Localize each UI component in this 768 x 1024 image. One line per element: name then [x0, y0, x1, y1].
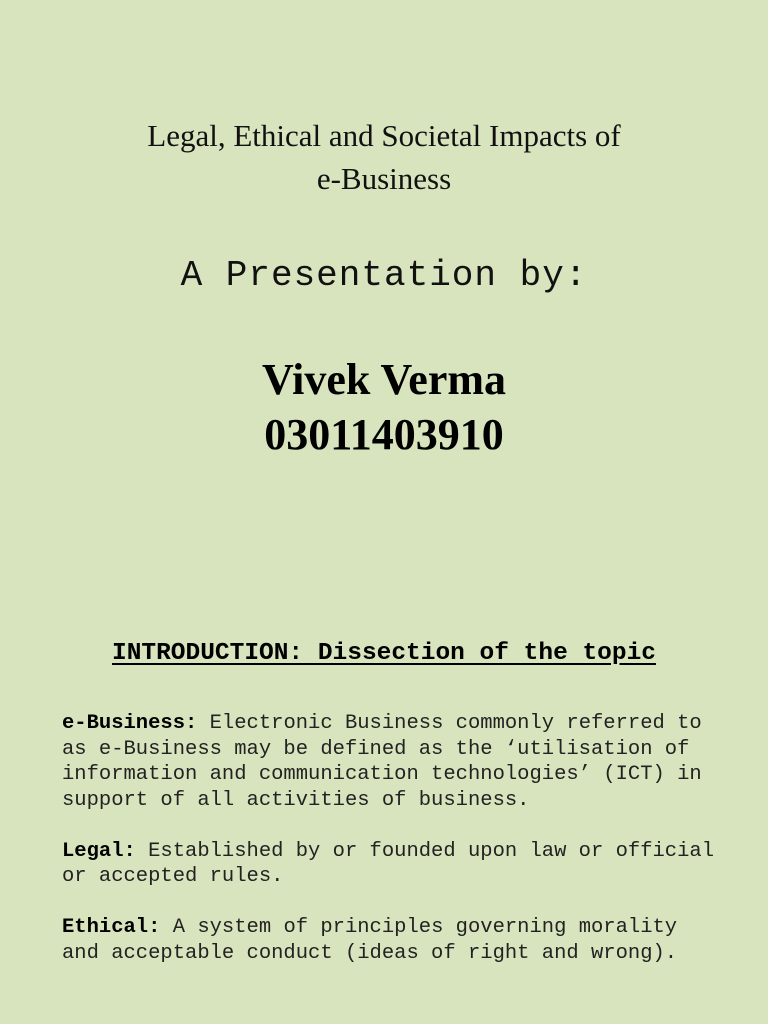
definition-ebusiness	[62, 711, 722, 813]
document-title	[0, 114, 768, 200]
title-line-2: e-Business	[316, 161, 452, 196]
section-heading: INTRODUCTION: Dissection of the topic	[112, 640, 656, 667]
definition-ethical	[62, 915, 722, 966]
author-id: 03011403910	[264, 410, 504, 459]
definition-text: Established by or founded upon law or official or accepted rules.	[62, 839, 715, 888]
presentation-by-text: A Presentation by:	[180, 255, 588, 296]
definition-term: e-Business:	[62, 712, 198, 735]
definition-term: Legal:	[62, 839, 136, 863]
definition-text: Electronic Business commonly referred to as e-Business may be defined as the ‘utilisation of information and communication technologies’ (ICT) in support of all activities of business.	[62, 712, 702, 812]
definition-term: Ethical:	[62, 916, 161, 939]
definition-legal	[62, 839, 722, 890]
title-line-1: Legal, Ethical and Societal Impacts of	[147, 118, 621, 153]
definition-text: A system of principles governing morality and acceptable conduct (ideas of right and wrong).	[62, 916, 678, 965]
author-block	[0, 352, 768, 462]
author-name: Vivek Verma	[261, 355, 507, 404]
definitions-list	[62, 711, 722, 992]
